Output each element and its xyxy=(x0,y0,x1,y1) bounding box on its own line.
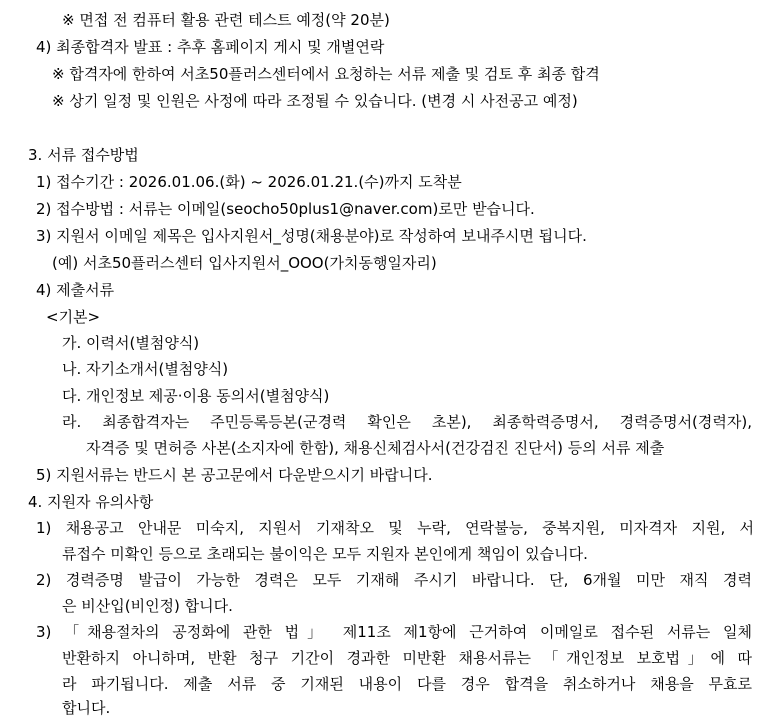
applicant-note-2-cont: 은 비산입(비인정) 합니다. xyxy=(62,597,233,615)
application-period-item: 1) 접수기간 : 2026.01.06.(화) ~ 2026.01.21.(수)까지 도착분 xyxy=(36,173,462,191)
application-method-item: 2) 접수방법 : 서류는 이메일(seocho50plus1@naver.com)로만 받습니다. xyxy=(36,200,535,218)
basic-documents-label: <기본> xyxy=(46,308,101,326)
download-notice-item: 5) 지원서류는 반드시 본 공고문에서 다운받으시기 바랍니다. xyxy=(36,466,433,484)
applicant-note-3: 3) 「채용절차의 공정화에 관한 법」 제11조 제1항에 근거하여 이메일로 접수된 서류는 일체 xyxy=(36,623,752,641)
applicant-note-2: 2) 경력증명 발급이 가능한 경력은 모두 기재해 주시기 바랍니다. 단, 6개월 미만 재직 경력 xyxy=(36,571,752,589)
applicant-note-1: 1) 채용공고 안내문 미숙지, 지원서 기재착오 및 누락, 연락불능, 중복지원, 미자격자 지원, 서 xyxy=(36,519,754,537)
document-final-pass-certificates: 라. 최종합격자는 주민등록등본(군경력 확인은 초본), 최종학력증명서, 경력증명서(경력자), xyxy=(62,413,752,431)
section-heading-application-method: 3. 서류 접수방법 xyxy=(28,146,139,164)
note-schedule-change: ※ 상기 일정 및 인원은 사정에 따라 조정될 수 있습니다. (변경 시 사전공고 예정) xyxy=(52,92,578,110)
applicant-note-3-cont-3: 합니다. xyxy=(62,699,111,717)
document-final-pass-certificates-cont: 자격증 및 면허증 사본(소지자에 한함), 채용신체검사서(건강검진 진단서) 등의 서류 제출 xyxy=(86,439,665,457)
final-announcement-item: 4) 최종합격자 발표 : 추후 홈페이지 게시 및 개별연락 xyxy=(36,38,385,56)
note-final-pass: ※ 합격자에 한하여 서초50플러스센터에서 요청하는 서류 제출 및 검토 후 최종 합격 xyxy=(52,65,600,83)
document-privacy-consent: 다. 개인정보 제공·이용 동의서(별첨양식) xyxy=(62,387,330,405)
applicant-note-3-cont-1: 반환하지 아니하며, 반환 청구 기간이 경과한 미반환 채용서류는 「개인정보 보호법」에 따 xyxy=(62,649,752,667)
applicant-note-1-cont: 류접수 미확인 등으로 초래되는 불이익은 모두 지원자 본인에게 책임이 있습니다. xyxy=(62,545,588,563)
note-computer-test: ※ 면접 전 컴퓨터 활용 관련 테스트 예정(약 20분) xyxy=(62,11,390,29)
section-heading-applicant-notes: 4. 지원자 유의사항 xyxy=(28,493,154,511)
email-subject-item: 3) 지원서 이메일 제목은 입사지원서_성명(채용분야)로 작성하여 보내주시면 됩니다. xyxy=(36,227,587,245)
submission-documents-item: 4) 제출서류 xyxy=(36,281,115,299)
document-self-introduction: 나. 자기소개서(별첨양식) xyxy=(62,360,229,378)
document-resume: 가. 이력서(별첨양식) xyxy=(62,334,200,352)
applicant-note-3-cont-2: 라 파기됩니다. 제출 서류 중 기재된 내용이 다를 경우 합격을 취소하거나 채용을 무효로 xyxy=(62,675,752,693)
email-subject-example: (예) 서초50플러스센터 입사지원서_OOO(가치동행일자리) xyxy=(52,254,437,272)
